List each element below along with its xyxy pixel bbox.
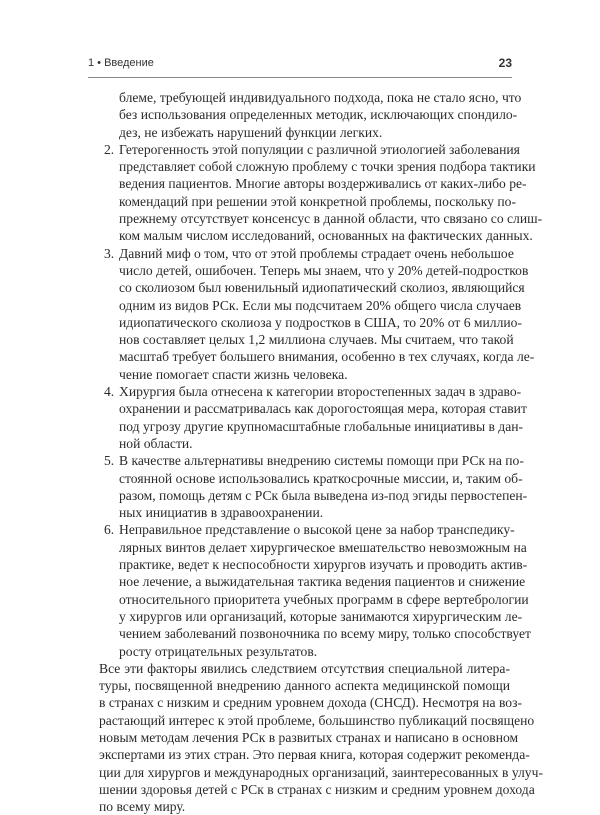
text-line: Гетерогенность этой популяции с различной этиологией заболевания	[119, 141, 520, 157]
text-line: росту отрицательных результатов.	[119, 643, 318, 659]
list-number: 2.	[104, 141, 115, 157]
text-line: чение помогает спасти жизнь человека.	[119, 366, 348, 382]
list-number: 6.	[104, 522, 115, 538]
text-line: ком малым числом исследований, основанных на фактических данных.	[119, 228, 533, 244]
text-line: новым методам лечения РСк в развитых странах и написано в основном	[99, 729, 519, 745]
text-line: дез, не избежать нарушений функции легких.	[119, 124, 383, 140]
list-item	[99, 141, 543, 245]
text-line: прежнему отсутствует консенсус в данной области, что связано со слиш-	[119, 211, 543, 227]
text-line: охранении и рассматривалась как дорогостоящая мера, которая ставит	[119, 401, 527, 417]
text-line: нов составляет целых 1,2 миллиона случаев. Мы считаем, что такой	[119, 332, 514, 348]
text-line: чением заболеваний позвоночника по всему миру, только способствует	[119, 626, 531, 642]
text-line: лярных винтов делает хирургическое вмешательство невозможным на	[119, 539, 527, 555]
text-line: относительного приоритета учебных программ в сфере вертебрологии	[119, 591, 529, 607]
text-line: Все эти факторы явились следствием отсутствия специальной литера-	[99, 660, 510, 676]
text-line: комендаций при решении этой конкретной проблемы, поскольку по-	[119, 193, 516, 209]
text-line: ции для хирургов и международных организаций, заинтересованных в улуч-	[99, 764, 543, 780]
text-line: ных инициатив в здравоохранении.	[119, 505, 324, 521]
list-item	[99, 452, 528, 521]
list-item-continuation	[99, 89, 522, 141]
text-line: Давний миф о том, что от этой проблемы страдает очень небольшое	[119, 245, 514, 261]
text-line: по всему миру.	[99, 799, 186, 815]
closing-paragraph	[99, 660, 543, 815]
text-line: Неправильное представление о высокой цене за набор транспедику-	[119, 522, 515, 538]
text-line: представляет собой сложную проблему с точки зрения подбора тактики	[119, 159, 536, 175]
text-line: идиопатического сколиоза у подростков в США, то 20% от 6 миллио-	[119, 314, 522, 330]
section-title: 1 • Введение	[88, 57, 154, 69]
list-item	[99, 245, 535, 383]
header-rule	[88, 77, 512, 78]
text-line: экспертами из этих стран. Это первая книга, которая содержит рекоменда-	[99, 747, 530, 763]
text-line: шении здоровья детей с РСк в странах с низким и средним уровнем дохода	[99, 781, 535, 797]
page-body	[99, 89, 543, 815]
list-number: 4.	[104, 384, 115, 400]
text-line: одним из видов РСк. Если мы подсчитаем 20% общего числа случаев	[119, 297, 522, 313]
text-line: число детей, ошибочен. Теперь мы знаем, что у 20% детей-подростков	[119, 262, 529, 278]
list-number: 5.	[104, 453, 115, 469]
text-line: Хирургия была отнесена к категории второстепенных задач в здраво-	[119, 384, 522, 400]
text-line: стоянной основе использовались краткосрочные миссии, и, таким об-	[119, 470, 523, 486]
text-line: у хирургов или организаций, которые занимаются хирургическим ле-	[119, 608, 523, 624]
text-line: практике, ведет к неспособности хирургов изучать и проводить актив-	[119, 557, 528, 573]
text-line: ведения пациентов. Многие авторы воздерживались от каких-либо ре-	[119, 176, 527, 192]
text-line: масштаб требует большего внимания, особенно в тех случаях, когда ле-	[119, 349, 535, 365]
text-line: ное лечение, а выжидательная тактика ведения пациентов и снижение	[119, 574, 526, 590]
text-line: блеме, требующей индивидуального подхода, пока не стало ясно, что	[119, 90, 522, 105]
text-line: в странах с низким и средним уровнем дохода (СНСД). Несмотря на воз-	[99, 695, 522, 711]
page-number: 23	[498, 56, 512, 70]
text-line: под угрозу другие крупномасштабные глобальные инициативы в дан-	[119, 418, 524, 434]
text-line: ной области.	[119, 435, 193, 451]
text-line: туры, посвященной внедрению данного аспекта медицинской помощи	[99, 678, 510, 694]
text-line: растающий интерес к этой проблеме, большинство публикаций посвящено	[99, 712, 535, 728]
text-line: В качестве альтернативы внедрению системы помощи при РСк на по-	[119, 453, 524, 469]
list-item	[99, 383, 527, 452]
running-header	[88, 57, 512, 73]
text-line: без использования определенных методик, исключающих спондило-	[119, 107, 518, 123]
list-item	[99, 521, 531, 659]
numbered-list	[99, 141, 543, 660]
text-line: со сколиозом был ювенильный идиопатический сколиоз, являющийся	[119, 280, 525, 296]
list-number: 3.	[104, 245, 115, 261]
text-line: разом, помощь детям с РСк была выведена из-под эгиды первостепен-	[119, 487, 528, 503]
